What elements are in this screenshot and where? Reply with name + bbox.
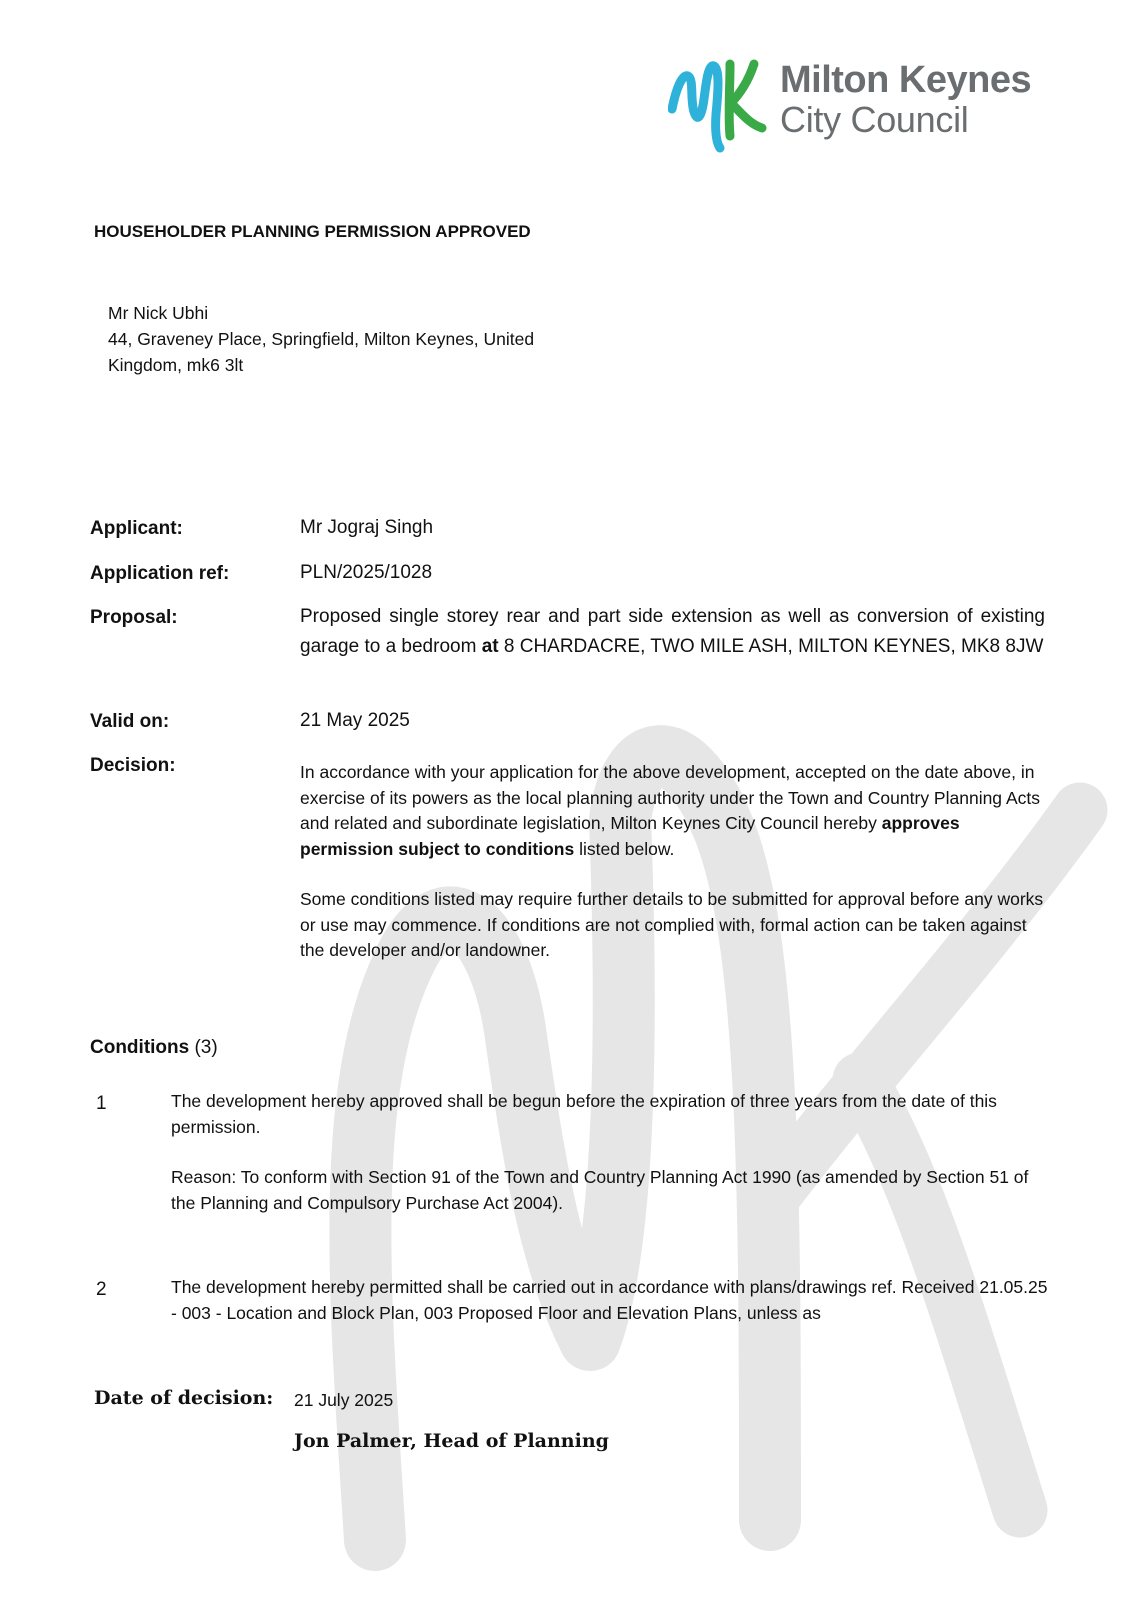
applicant-value: Mr Jograj Singh	[300, 517, 434, 538]
condition-number: 1	[96, 1093, 107, 1114]
proposal-location: 8 CHARDACRE, TWO MILE ASH, MILTON KEYNES, MK8 8JW	[503, 636, 1044, 657]
condition-reason: Reason: To conform with Section 91 of the Town and Country Planning Act 1990 (as amended by Section 51 of the Planning and Compulsory Purchase Act 2004).	[171, 1167, 1029, 1213]
application-ref-value: PLN/2025/1028	[300, 562, 433, 583]
date-of-decision-value: 21 July 2025	[294, 1390, 394, 1410]
condition-item	[171, 1089, 1051, 1241]
decision-label: Decision:	[90, 755, 176, 776]
recipient-name: Mr Nick Ubhi	[108, 303, 209, 323]
application-ref-label: Application ref:	[90, 563, 230, 584]
recipient-address	[108, 300, 534, 378]
proposal-at: at	[481, 636, 499, 657]
decision-paragraph-1: In accordance with your application for the above development, accepted on the date above, in exercise of its powers as the local planning authority under the Town and Country Planning Acts and related and subordinate legislation, Milton Keynes City Council hereby approves permission subject to conditions listed below.	[300, 762, 1040, 859]
proposal-label: Proposal:	[90, 607, 178, 628]
applicant-label: Applicant:	[90, 518, 183, 539]
valid-on-label: Valid on:	[90, 711, 170, 732]
signatory: Jon Palmer, Head of Planning	[294, 1430, 609, 1452]
conditions-heading: Conditions (3)	[90, 1037, 218, 1058]
decision-paragraph-2: Some conditions listed may require further details to be submitted for approval before any works or use may commence. If conditions are not complied with, formal action can be taken against the developer and/or landowner.	[300, 889, 1044, 960]
condition-item	[171, 1275, 1051, 1351]
condition-number: 2	[96, 1279, 107, 1300]
decision-emphasis: approves permission subject to conditions	[300, 813, 960, 859]
page-title: HOUSEHOLDER PLANNING PERMISSION APPROVED	[94, 222, 531, 241]
condition-text: The development hereby permitted shall be carried out in accordance with plans/drawings ref. Received 21.05.25 - 003 - Location and Block Plan, 003 Proposed Floor and Elevation Plans, unless as	[171, 1277, 1048, 1323]
decision-text	[300, 760, 1045, 989]
condition-text: The development hereby approved shall be begun before the expiration of three years from the date of this permission.	[171, 1091, 997, 1137]
council-name-line1: Milton Keynes	[780, 59, 1032, 101]
mk-logo-mark	[668, 54, 773, 154]
proposal-text: Proposed single storey rear and part side extension as well as conversion of existing garage to a bedroom	[300, 606, 1045, 657]
date-of-decision-label: Date of decision:	[94, 1387, 274, 1409]
valid-on-value: 21 May 2025	[300, 710, 410, 731]
council-logo	[668, 54, 1048, 154]
council-name-line2: City Council	[780, 99, 969, 140]
address-line-2: Kingdom, mk6 3lt	[108, 355, 244, 375]
proposal-value	[300, 602, 1045, 662]
address-line-1: 44, Graveney Place, Springfield, Milton Keynes, United	[108, 329, 535, 349]
